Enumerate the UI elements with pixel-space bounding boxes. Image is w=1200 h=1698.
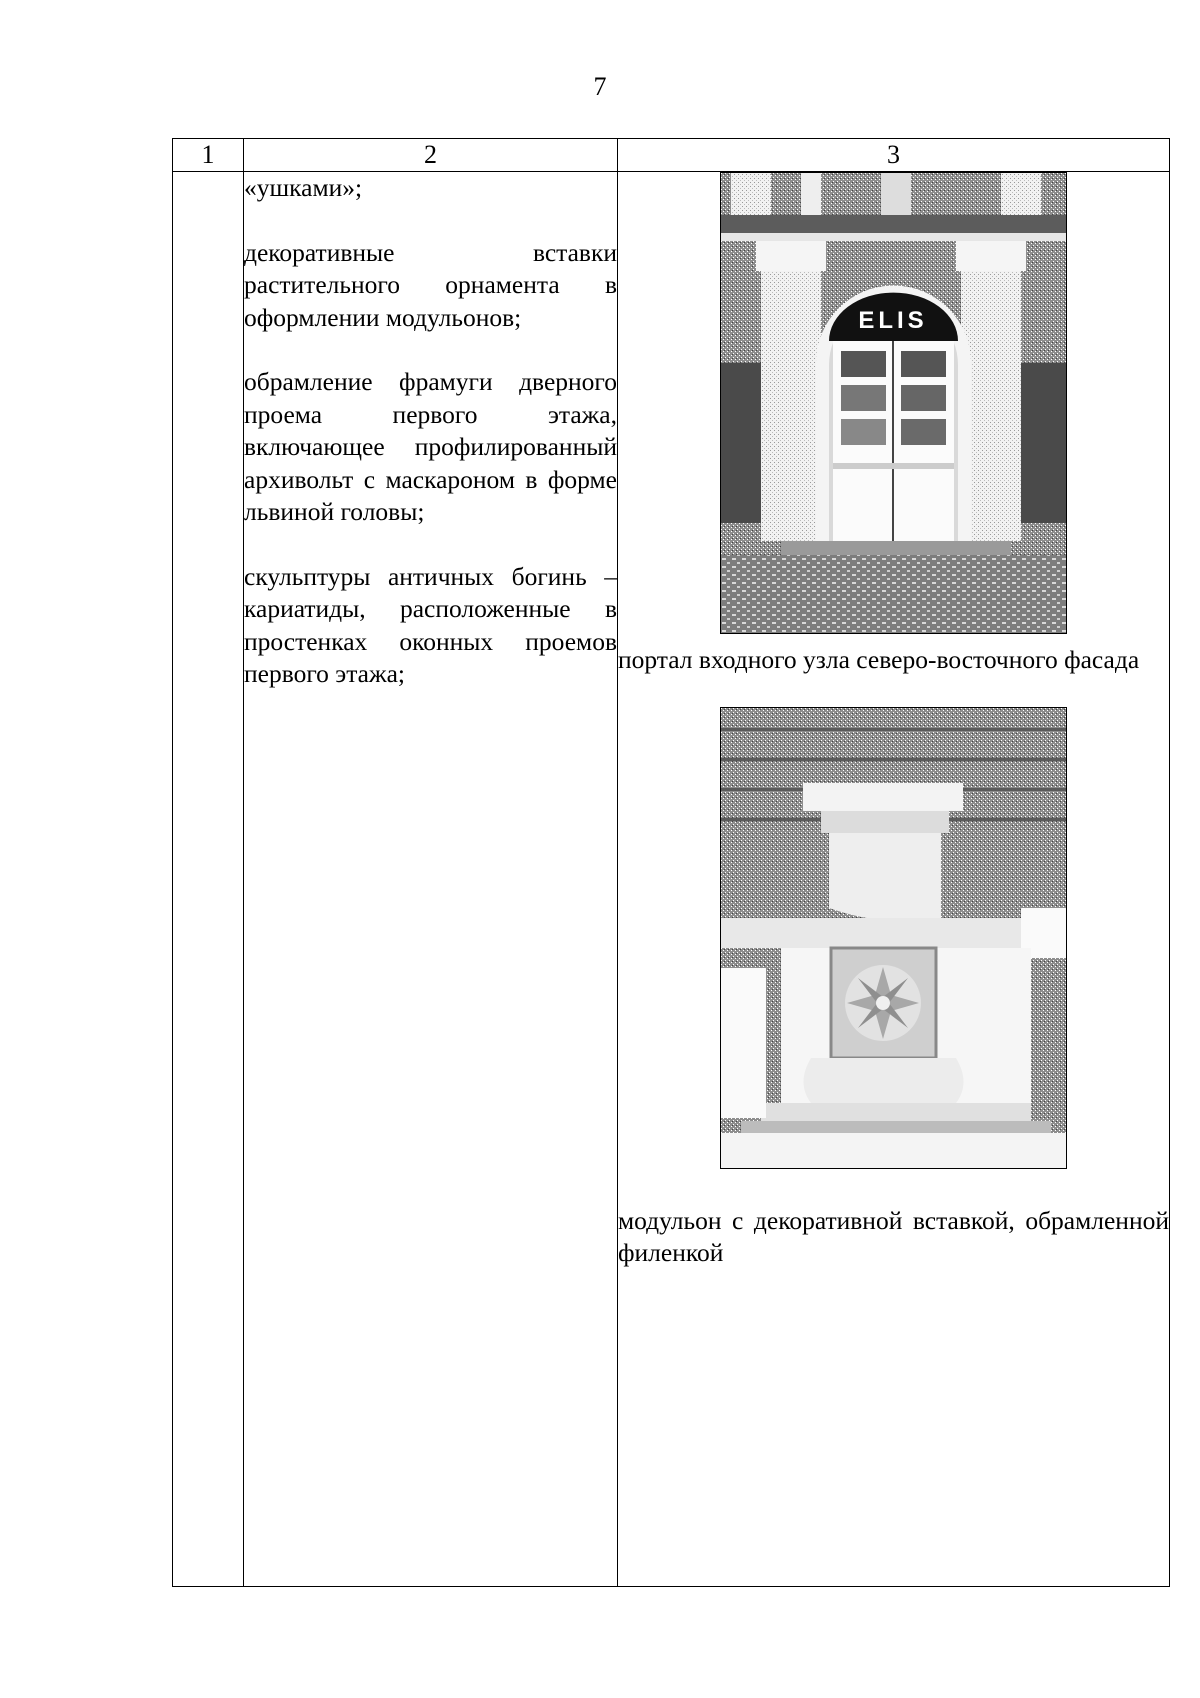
document-table xyxy=(172,138,1170,1587)
cell-col-2 xyxy=(244,172,618,1587)
portal-photo xyxy=(720,172,1067,634)
list-item-caryatids: скульптуры античных богинь – кариатиды, расположенные в простенках оконных проемов первого этажа; xyxy=(244,561,617,688)
cell-col-3 xyxy=(618,172,1170,1587)
header-col-3: 3 xyxy=(618,139,1170,172)
cell-col-1 xyxy=(173,172,244,1587)
page-number: 7 xyxy=(593,72,607,101)
list-item-transom-frame: обрамление фрамуги дверного проема первого этажа, включающее профилированный архивольт с маскароном в форме львиной головы; xyxy=(244,367,617,526)
list-item-ornament-inserts: декоративные вставки растительного орнамента в оформлении модульонов; xyxy=(244,237,617,332)
modillion-photo xyxy=(720,707,1067,1169)
portal-photo-caption: портал входного узла северо-восточного фасада xyxy=(618,645,1140,674)
list-item-ushki: «ушками»; xyxy=(244,173,363,202)
header-col-1: 1 xyxy=(173,139,244,172)
header-col-2: 2 xyxy=(244,139,618,172)
elis-sign-text: ELIS xyxy=(858,307,928,334)
table-row xyxy=(173,172,1170,1587)
modillion-photo-caption: модульон с декоративной вставкой, обрамленной филенкой xyxy=(618,1205,1169,1267)
table-header-row xyxy=(173,139,1170,172)
